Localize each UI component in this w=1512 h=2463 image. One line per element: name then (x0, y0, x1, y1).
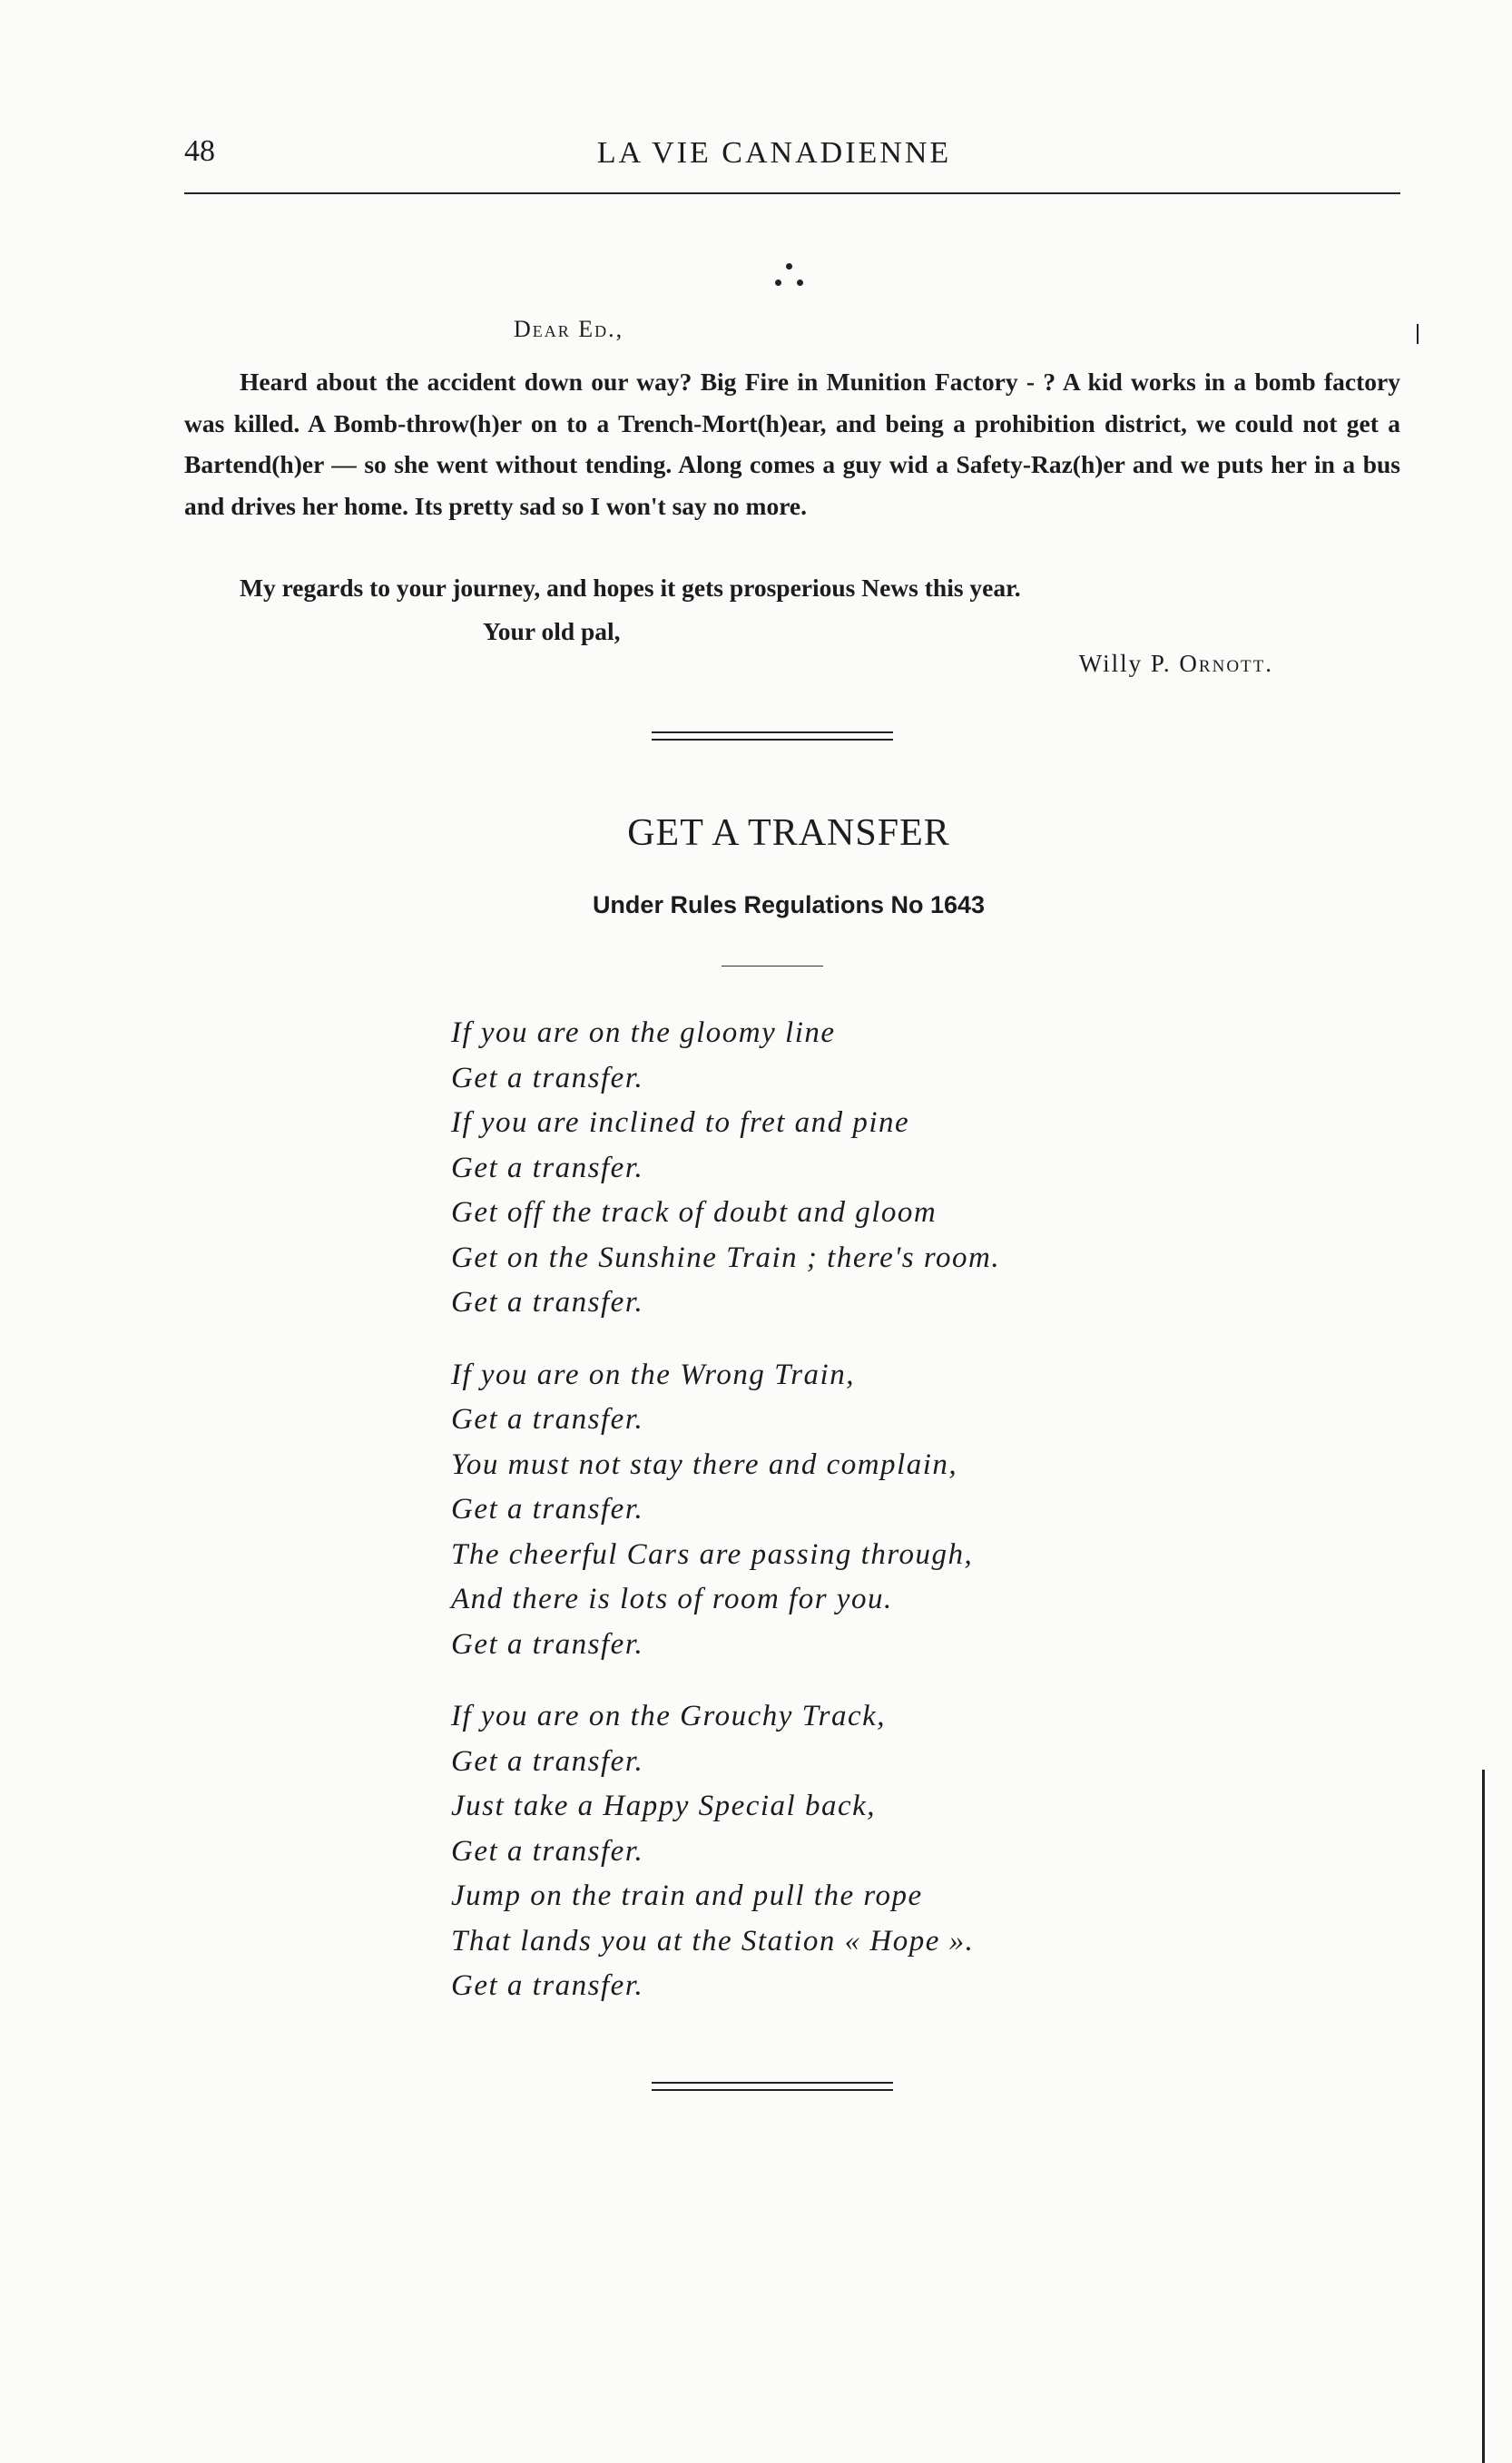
page-number: 48 (184, 134, 215, 168)
poem-line: Jump on the train and pull the rope (451, 1879, 923, 1912)
double-rule-bottom (652, 2082, 893, 2091)
running-head: LA VIE CANADIENNE (596, 136, 952, 170)
poem-line: If you are on the gloomy line (451, 1016, 836, 1049)
poem-line: Get a transfer. (451, 1493, 644, 1526)
poem-line: Get a transfer. (451, 1969, 644, 2002)
header-rule (184, 192, 1400, 194)
margin-line (1482, 1770, 1485, 2463)
poem-line: If you are on the Wrong Train, (451, 1358, 855, 1391)
letter-closing: Your old pal, (483, 617, 621, 645)
letter-body (184, 361, 1400, 526)
poem-line: Get a transfer. (451, 1744, 644, 1778)
letter-signature (1079, 650, 1273, 678)
letter-salutation: Dear Ed., (514, 316, 624, 342)
poem-stanza (451, 1011, 1000, 1326)
signature-first: Willy P. (1078, 650, 1172, 677)
margin-tick (1417, 324, 1419, 344)
poem-line: Just take a Happy Special back, (451, 1790, 877, 1822)
poem-line: If you are inclined to fret and pine (451, 1106, 910, 1139)
poem-subtitle: Under Rules Regulations No 1643 (592, 891, 986, 918)
poem-line: That lands you at the Station « Hope ». (451, 1924, 975, 1958)
poem-title: GET A TRANSFER (627, 812, 950, 854)
poem-line: Get a transfer. (451, 1151, 644, 1184)
poem-line: The cheerful Cars are passing through, (451, 1537, 974, 1571)
poem (451, 1011, 1000, 2036)
poem-stanza (451, 1353, 1000, 1668)
poem-line: Get a transfer. (451, 1061, 644, 1094)
short-rule (722, 966, 823, 967)
poem-line: Get a transfer. (451, 1834, 644, 1868)
letter-paragraph: Heard about the accident down our way? Big Fire in Munition Factory - ? A kid works in a bomb factory was killed. A Bomb-throw(h)er on to a Trench-Mort(h)ear, and being a prohibition district, we could not get a Bartend(h)er — so she went without tending. Along comes a guy wid a Safety-Raz(h)er and we puts her in a bus and drives her home. Its pretty sad so I won't say no more. (184, 368, 1400, 520)
poem-stanza (451, 1694, 1000, 2009)
poem-line: Get a transfer. (451, 1627, 644, 1661)
poem-line: Get a transfer. (451, 1403, 644, 1436)
double-rule-top (652, 731, 893, 741)
poem-line: Get a transfer. (451, 1286, 644, 1319)
poem-line: Get on the Sunshine Train ; there's room. (451, 1241, 1001, 1274)
signature-last: Ornott. (1179, 650, 1273, 677)
poem-line: You must not stay there and complain, (451, 1447, 958, 1481)
asterism (771, 261, 808, 298)
poem-line: If you are on the Grouchy Track, (451, 1700, 887, 1732)
poem-line: Get off the track of doubt and gloom (451, 1196, 938, 1229)
poem-line: And there is lots of room for you. (451, 1583, 893, 1615)
letter-regards: My regards to your journey, and hopes it gets prosperious News this year. (240, 574, 1021, 602)
